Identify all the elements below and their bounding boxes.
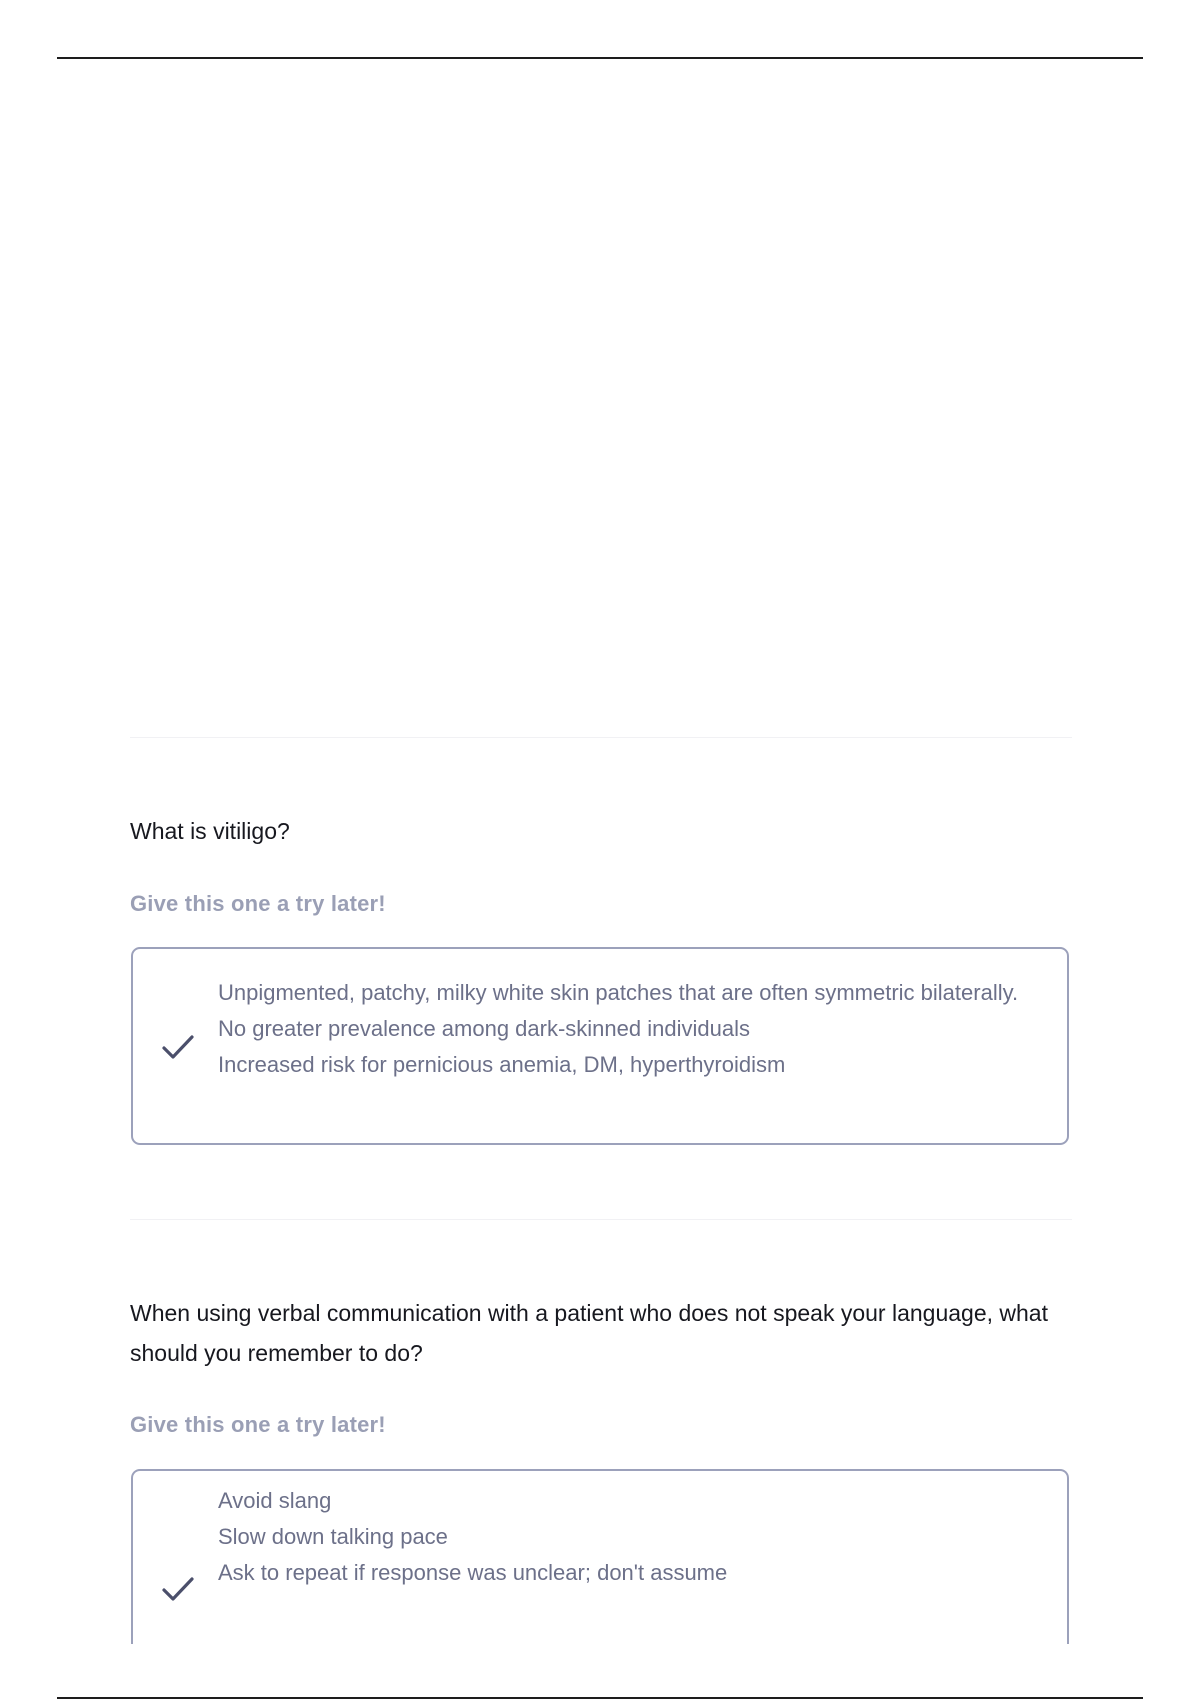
checkmark-icon (161, 1032, 195, 1062)
answer-box[interactable] (131, 1469, 1069, 1644)
try-later-hint[interactable]: Give this one a try later! (130, 891, 386, 916)
answer-line: No greater prevalence among dark-skinned individuals (218, 1016, 750, 1041)
question-text: What is vitiligo? (130, 818, 290, 844)
answer-line: Increased risk for pernicious anemia, DM, hyperthyroidism (218, 1052, 786, 1077)
page-bottom-rule (57, 1697, 1143, 1699)
answer-line: Unpigmented, patchy, milky white skin patches that are often symmetric bilaterally. (218, 980, 1019, 1005)
question-text: When using verbal communication with a patient who does not speak your language, what should you remember to do? (130, 1300, 1048, 1366)
page-top-rule (57, 57, 1143, 59)
answer-line: Avoid slang (218, 1488, 332, 1513)
answer-list (218, 975, 1027, 1083)
answer-line: Slow down talking pace (218, 1524, 448, 1549)
answer-line: Ask to repeat if response was unclear; don't assume (218, 1560, 728, 1585)
card-divider (130, 1219, 1072, 1220)
card-divider (130, 737, 1072, 738)
answer-box[interactable] (131, 947, 1069, 1145)
checkmark-icon (161, 1574, 195, 1604)
answer-list (218, 1483, 1027, 1591)
try-later-hint[interactable]: Give this one a try later! (130, 1412, 386, 1437)
